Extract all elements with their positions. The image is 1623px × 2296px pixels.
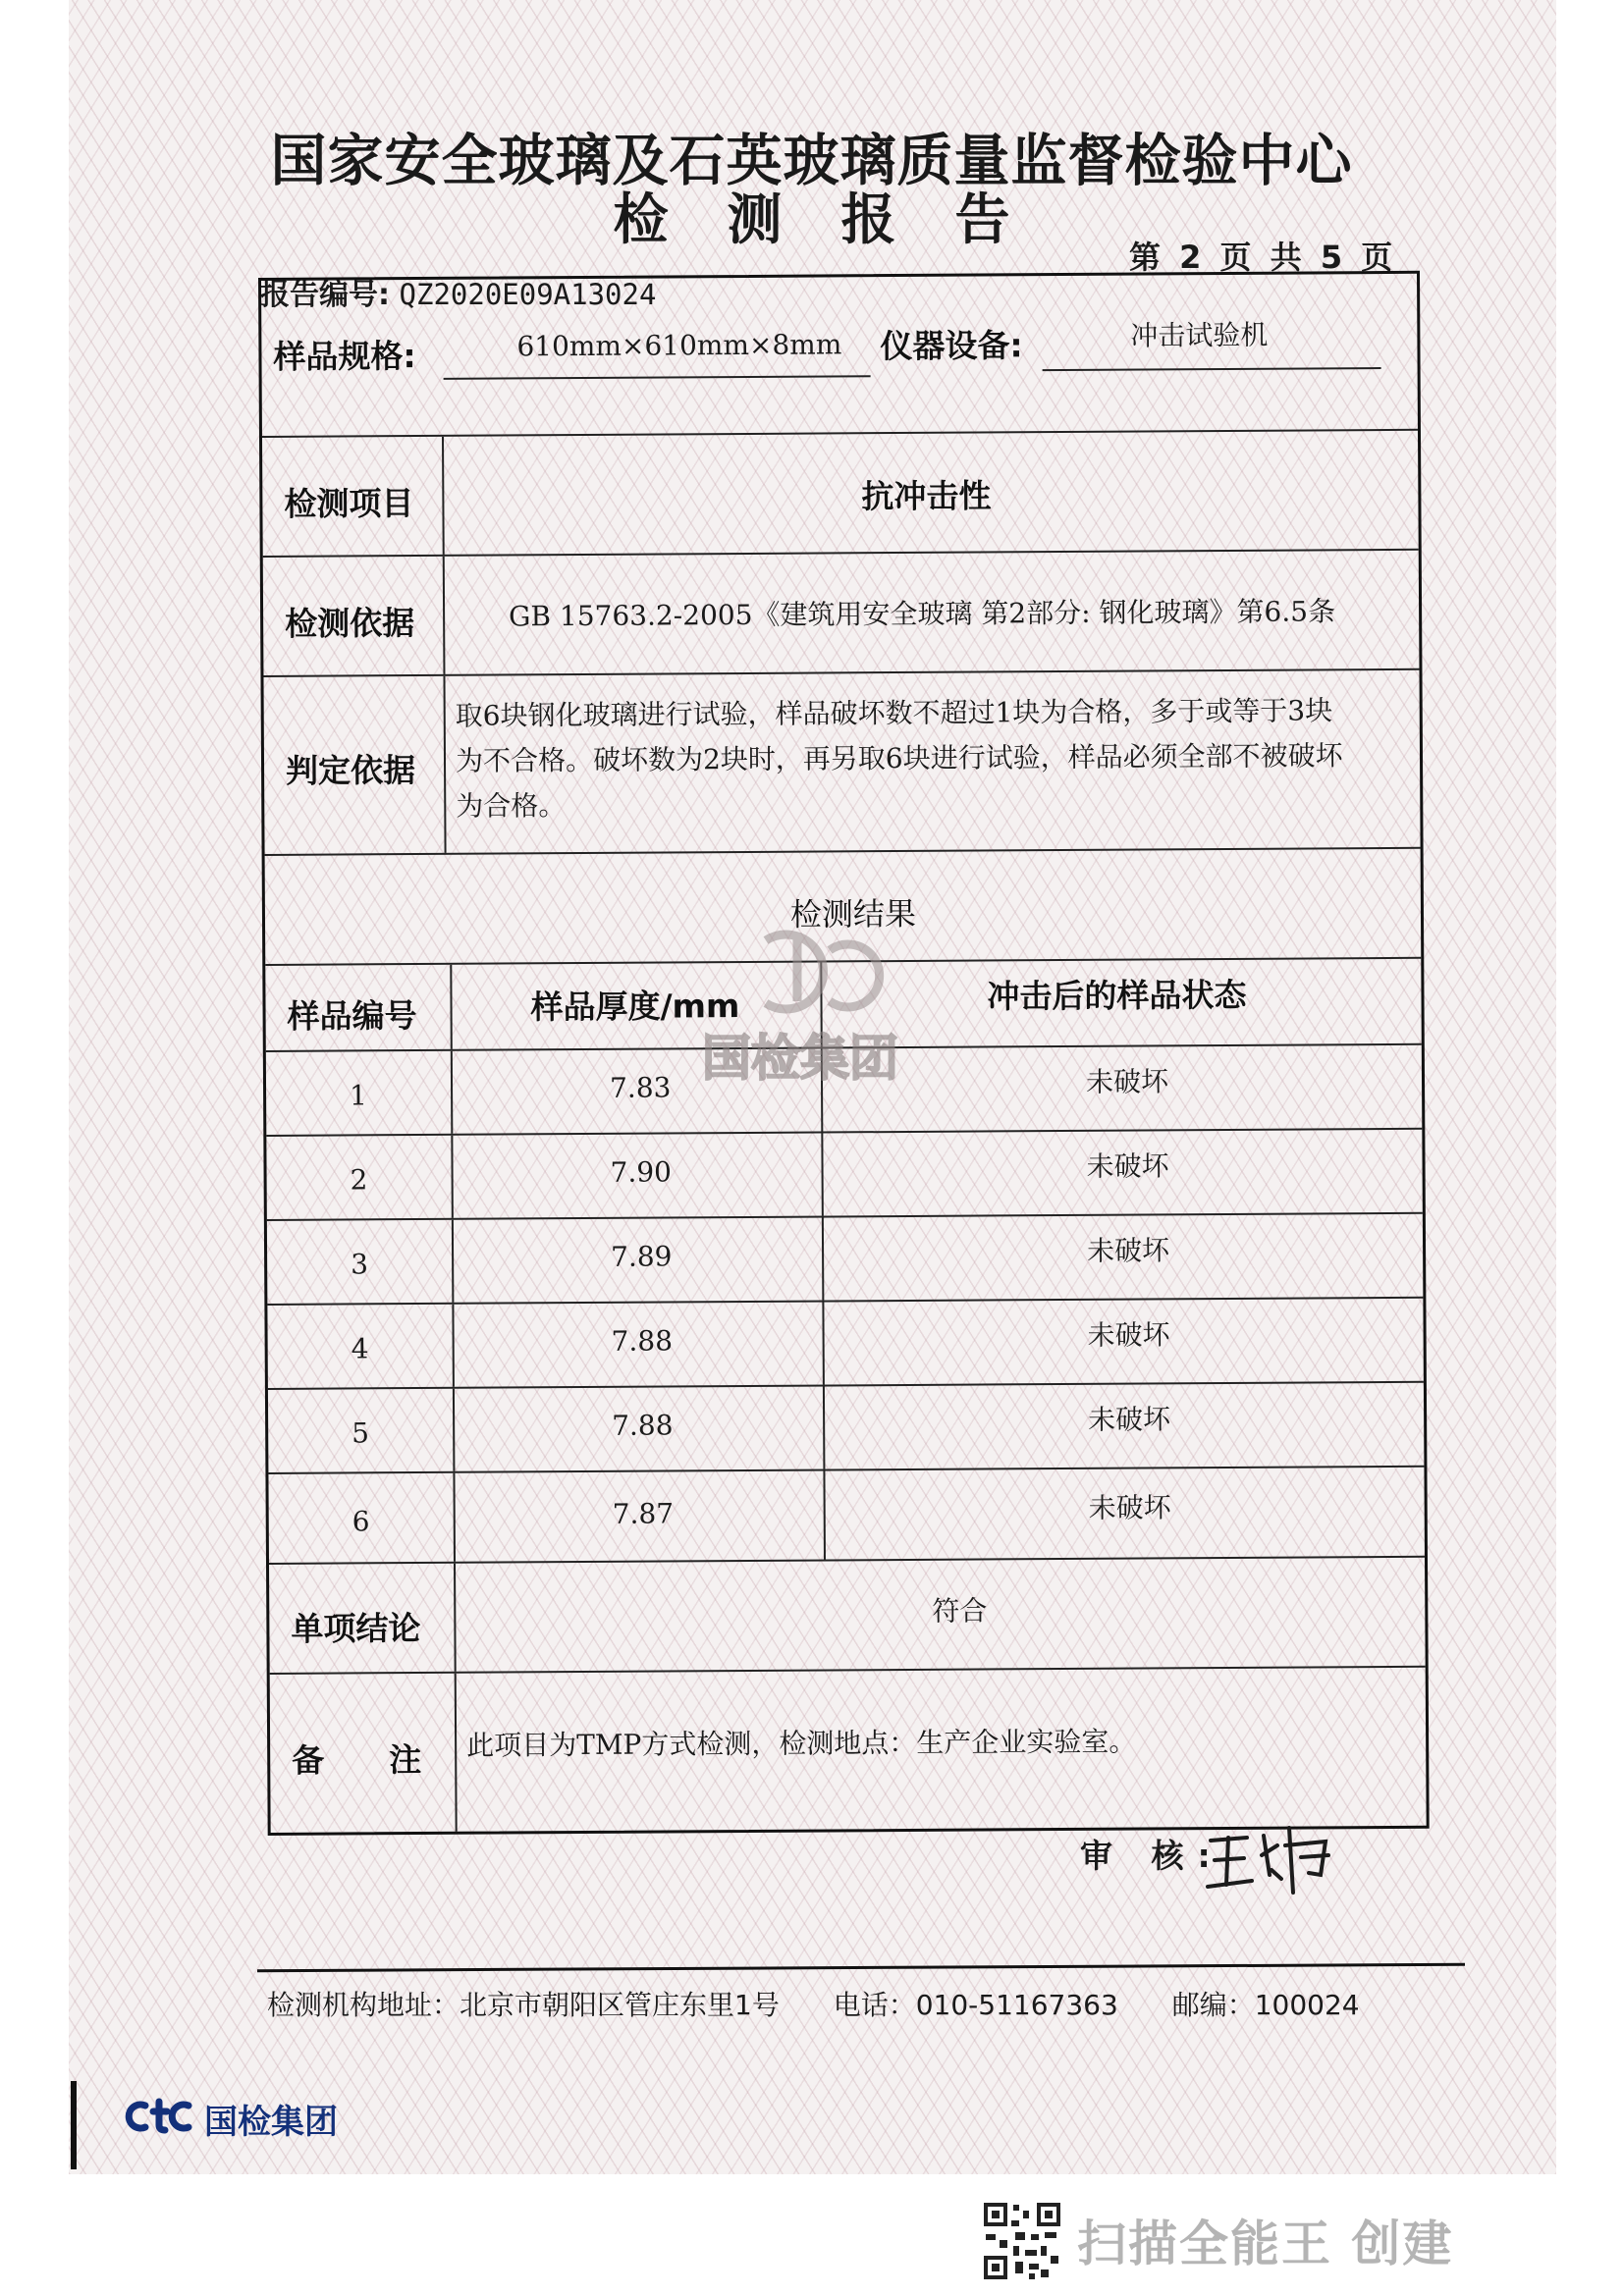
test-item-label: 检测项目 — [284, 484, 414, 523]
sample-thickness: 7.90 — [610, 1155, 673, 1189]
sample-state: 未破坏 — [1088, 1491, 1171, 1524]
label-divider — [443, 557, 446, 674]
sample-thickness: 7.87 — [612, 1497, 675, 1530]
conclusion-row — [269, 1558, 1426, 1675]
report-number-value: QZ2020E09A13024 — [399, 278, 657, 311]
sample-no: 2 — [350, 1163, 368, 1197]
scanner-watermark-text: 扫描全能王 创建 — [1077, 2216, 1454, 2272]
label-divider — [455, 1674, 458, 1832]
test-basis-row — [263, 551, 1420, 677]
footer — [267, 1984, 1405, 2023]
sample-no: 6 — [352, 1505, 370, 1538]
watermark-text: 国检集团 — [702, 1030, 898, 1087]
equipment-label: 仪器设备: — [880, 326, 1023, 366]
sample-state: 未破坏 — [1088, 1403, 1171, 1436]
org-title: 国家安全玻璃及石英玻璃质量监督检验中心 — [270, 129, 1353, 193]
table-row — [266, 1130, 1423, 1221]
remarks-value: 此项目为TMP方式检测，检测地点：生产企业实验室。 — [466, 1725, 1137, 1762]
col-header-sample-no: 样品编号 — [287, 996, 417, 1036]
sample-spec-value: 610mm×610mm×8mm — [516, 328, 842, 363]
test-basis-label: 检测依据 — [285, 604, 415, 643]
test-item-value: 抗冲击性 — [861, 476, 992, 516]
page-edge-bar — [71, 2081, 77, 2169]
conclusion-label: 单项结论 — [291, 1609, 421, 1648]
spec-row — [261, 274, 1418, 438]
sample-no: 1 — [349, 1079, 368, 1112]
sample-thickness: 7.83 — [609, 1071, 672, 1104]
col-header-thickness: 样品厚度/mm — [530, 987, 740, 1027]
label-divider — [442, 437, 445, 555]
sample-no: 4 — [351, 1332, 369, 1365]
sample-state: 未破坏 — [1085, 1065, 1169, 1098]
equipment-value: 冲击试验机 — [1130, 318, 1269, 352]
sample-thickness: 7.88 — [611, 1324, 674, 1358]
sample-state: 未破坏 — [1087, 1318, 1170, 1352]
results-heading: 检测结果 — [789, 894, 917, 934]
footer-postcode: 邮编：100024 — [1171, 1989, 1360, 2021]
label-divider — [454, 1564, 457, 1672]
ctc-logo-icon — [124, 2096, 202, 2135]
footer-phone: 电话：010-51167363 — [833, 1989, 1118, 2021]
criteria-label: 判定依据 — [285, 751, 416, 790]
col-divider — [820, 963, 823, 1047]
results-heading-row — [265, 849, 1422, 966]
test-item-row — [262, 431, 1419, 558]
criteria-text — [456, 688, 1343, 829]
table-row — [267, 1214, 1424, 1306]
brand-name: 国检集团 — [204, 2103, 338, 2142]
footer-address: 检测机构地址：北京市朝阳区管庄东里1号 — [267, 1989, 780, 2021]
results-header-row — [265, 959, 1422, 1052]
doc-title: 检测报告 — [613, 188, 1069, 252]
criteria-row — [263, 670, 1420, 856]
criteria-line: 为不合格。破坏数为2块时，再另取6块进行试验，样品必须全部不被破坏 — [455, 739, 1343, 777]
table-row — [267, 1299, 1424, 1390]
sample-spec-label: 样品规格: — [273, 337, 416, 376]
label-divider — [443, 676, 446, 853]
remarks-label: 备 注 — [292, 1740, 422, 1780]
col-divider — [450, 965, 453, 1049]
table-row — [268, 1468, 1425, 1565]
review-label: 审 核: — [1080, 1837, 1224, 1875]
table-row — [268, 1383, 1425, 1474]
criteria-line: 为合格。 — [456, 789, 567, 823]
conclusion-value: 符合 — [932, 1594, 988, 1628]
col-header-state: 冲击后的样品状态 — [987, 975, 1247, 1016]
remarks-row — [270, 1668, 1427, 1833]
report-table — [258, 271, 1430, 1836]
sample-no: 3 — [351, 1248, 369, 1281]
page-info: 第 2 页 共 5 页 — [1129, 239, 1393, 276]
criteria-line: 取6块钢化玻璃进行试验，样品破坏数不超过1块为合格，多于或等于3块 — [455, 694, 1333, 732]
test-basis-value: GB 15763.2-2005《建筑用安全玻璃 第2部分: 钢化玻璃》第6.5条 — [509, 595, 1336, 633]
qr-code-icon — [982, 2201, 1062, 2281]
table-row — [266, 1045, 1423, 1137]
sample-thickness: 7.89 — [610, 1240, 673, 1273]
sample-thickness: 7.88 — [612, 1409, 674, 1442]
reviewer-signature — [1203, 1816, 1335, 1899]
sample-no: 5 — [352, 1416, 370, 1450]
sample-state: 未破坏 — [1086, 1234, 1170, 1267]
sample-spec-underline — [444, 375, 871, 380]
sample-state: 未破坏 — [1086, 1149, 1169, 1183]
equipment-underline — [1043, 367, 1381, 371]
report-number-label: 报告编号: — [260, 278, 390, 312]
